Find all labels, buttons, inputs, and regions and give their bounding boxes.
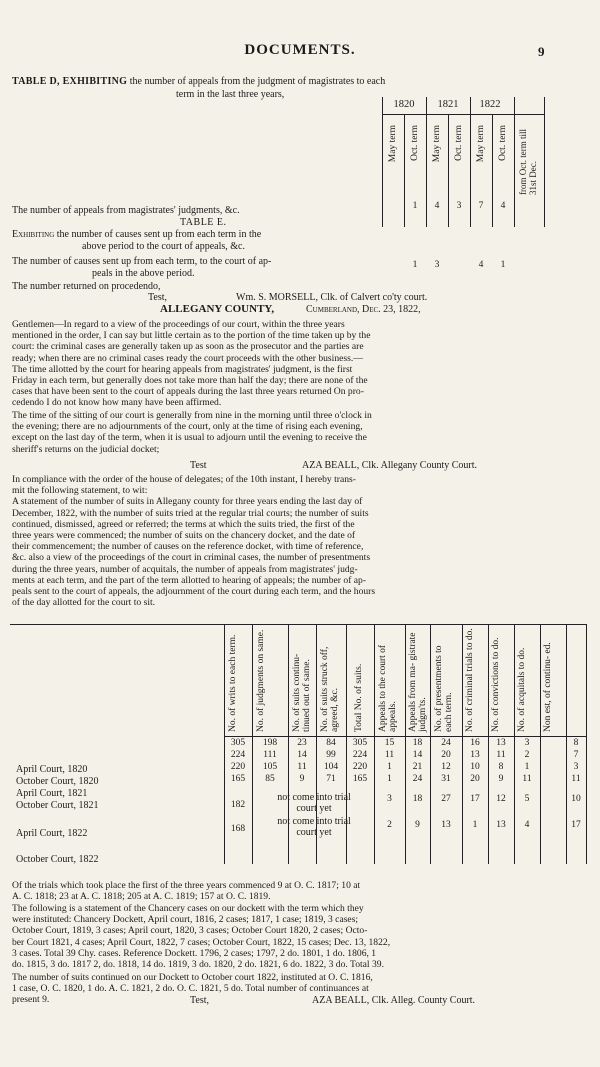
cell: 18	[412, 738, 423, 748]
compliance-line: of the day allotted for the court to sit.	[12, 597, 156, 609]
trials-line: A. C. 1818; 23 at A. C. 1818; 205 at A. C. 1819; 157 at O. C. 1819.	[12, 891, 271, 903]
row-court-label: April Court, 1820	[16, 764, 88, 775]
year-1820: 1820	[393, 99, 415, 110]
page-number: 9	[538, 44, 545, 59]
hdr-judgments: No. of judgments on same.	[256, 629, 266, 732]
cell: 14	[297, 750, 307, 760]
trials-line: Of the trials which took place the first of the three years commenced 9 at O. C. 1817; 10 at	[12, 880, 361, 891]
cell: 20	[470, 774, 480, 784]
cell: 224	[230, 750, 246, 760]
cell: 305	[230, 738, 246, 748]
compliance-paragraph	[12, 474, 586, 608]
e-val-4: 4	[478, 260, 484, 270]
letter-paragraph-2	[12, 410, 586, 455]
compliance-line: their commencement; the number of causes on the reference docket, with time of reference,	[12, 541, 364, 553]
compliance-line: December, 1822, with the number of suits tried at the regular trial courts; the number of suits	[12, 507, 369, 519]
cell: 23	[297, 738, 307, 748]
cell: 9	[299, 774, 305, 784]
cell: 12	[496, 794, 506, 804]
cell: 7	[573, 750, 579, 760]
letter-p1-line: The time allotted by the court for hearing appeals from magistrates' judgment, is the first	[12, 363, 353, 375]
letter-p2-line: sheriff's returns on the judicial docket;	[12, 443, 160, 455]
col-oct-1820: Oct. term	[410, 125, 420, 161]
cell: 31	[441, 774, 451, 784]
table-d-title-bold: TABLE D, EXHIBITING	[12, 76, 128, 87]
cell: 99	[326, 750, 336, 760]
compliance-line: continued, dismissed, agreed or referred; the terms at which the suits tried, the first of the	[12, 518, 355, 530]
cell: 305	[352, 738, 368, 748]
cell: 9	[415, 820, 420, 830]
letter-p1-line: Gentlemen—In regard to a view of the proceedings of our court, within the three years	[12, 319, 345, 330]
col-may-1821: May term	[432, 125, 442, 163]
d-val-5: 4	[500, 201, 506, 211]
cell: 3	[573, 762, 579, 772]
compliance-line: A statement of the number of suits in Allegany county for three years ending the last day of	[12, 496, 363, 508]
trials-paragraph	[12, 880, 588, 902]
cell: 11	[297, 762, 307, 772]
cell: 3	[524, 738, 530, 748]
cell: 71	[326, 774, 336, 784]
cell: 13	[441, 820, 451, 830]
cell: 16	[470, 738, 480, 748]
cell: 9	[498, 774, 504, 784]
table-e-exhibiting-bold: Exhibiting	[12, 229, 55, 240]
d-val-1: 1	[412, 201, 418, 211]
cell: 165	[230, 774, 246, 784]
continued-line: 1 case, O. C. 1820, 1 do. A. C. 1821, 2 do. O. C. 1821, 5 do. Total number of continuances at	[12, 983, 369, 995]
row-note-line1: not come into trial	[277, 792, 351, 803]
col-may-1822: May term	[476, 125, 486, 163]
cell: 1	[387, 774, 392, 784]
cell: 27	[441, 794, 451, 804]
col-may-1820: May term	[388, 125, 398, 163]
row-court-label: October Court, 1821	[16, 800, 99, 811]
hdr-convictions: No. of convictions to do.	[491, 637, 501, 732]
cell: 11	[571, 774, 581, 784]
letter-p2-line: the evening; there are no adjournments of the court, only at the time of rising each evening,	[12, 421, 363, 433]
cell: 85	[265, 774, 275, 784]
row-court-label: October Court, 1822	[16, 854, 99, 865]
cell: 15	[384, 738, 395, 748]
cell: 2	[387, 820, 392, 830]
table-d-title	[12, 76, 385, 88]
col-oct-1822: Oct. term	[498, 125, 508, 161]
hdr-total: Total No. of suits.	[354, 663, 364, 732]
cell: 182	[230, 800, 246, 810]
cell: 2	[524, 750, 530, 760]
cell: 24	[441, 738, 451, 748]
cell: 11	[522, 774, 532, 784]
cell: 14	[412, 750, 423, 760]
letter-p1-line: cases that have been sent to the court of appeals during the last three years returned On pro-	[12, 386, 364, 398]
letter-p2-line: The time of the sitting of our court is generally from nine in the morning until three o'clock in	[12, 410, 372, 421]
cell: 220	[230, 762, 246, 772]
letter-p1-line: cedendo I do not know how many have been affirmed.	[12, 397, 222, 409]
table-e-row1-line2: peals in the above period.	[92, 268, 195, 279]
e-val-1: 1	[412, 260, 418, 270]
e-val-5: 1	[500, 260, 506, 270]
cell: 24	[412, 774, 423, 784]
cell: 17	[470, 794, 480, 804]
cell: 10	[571, 794, 581, 804]
table-d-grid	[378, 97, 550, 227]
compliance-line: In compliance with the order of the house of delegates; of the 10th instant, I hereby trans-	[12, 474, 356, 485]
cell: 11	[496, 750, 506, 760]
col-oct-dec-1822: from Oct. term till 31st Dec.	[518, 129, 538, 195]
d-val-3: 3	[456, 201, 462, 211]
page-header: DOCUMENTS.	[244, 42, 356, 58]
letter-p1-line: Friday in each term, but generally does not take more than half the day; there are none of the	[12, 375, 368, 387]
chancery-paragraph	[12, 903, 588, 970]
cell: 5	[524, 794, 530, 804]
letter-p1-line: court: the criminal cases are generally taken up as soon as the prosecutor and the parties are	[12, 341, 364, 353]
chancery-line: October Court, 1819, 3 cases; April court, 1820, 3 cases; October Court 1820, 2 cases; Octo-	[12, 925, 368, 937]
compliance-line: during the three years, number of acquitals, the number of appeals from magistrates' judg-	[12, 563, 358, 575]
table-e-title: TABLE E.	[180, 217, 227, 228]
cell: 11	[384, 750, 395, 760]
hdr-appeals-from-magistrates: Appeals from ma- gistrate judgm'ts.	[408, 632, 428, 732]
cell: 198	[262, 738, 278, 748]
sig3-test: Test,	[190, 995, 210, 1006]
row-note-line2: court yet	[296, 803, 332, 814]
continued-line: The number of suits continued on our Dockett to October court 1822, instituted at O. C. 1816,	[12, 972, 373, 983]
row-court-label: October Court, 1820	[16, 776, 99, 787]
row-note-line1: not come into trial	[277, 816, 351, 827]
sig1-name: Wm. S. MORSELL, Clk. of Calvert co'ty court.	[236, 292, 428, 303]
chancery-line: ber Court 1821, 4 cases; April Court, 1822, 7 cases; October Court, 1822, 15 cases; Dec. 13, 1822,	[12, 936, 391, 948]
compliance-line: three years were commenced; the number of suits on the chancery docket, and the date of	[12, 530, 356, 542]
hdr-writs: No. of writs to each term.	[228, 634, 238, 732]
cell: 84	[326, 738, 336, 748]
cell: 13	[496, 738, 506, 748]
cell: 220	[352, 762, 368, 772]
letter-p1-line: mentioned in the order, I can say but little certain as to the portion of the time taken up by the	[12, 330, 371, 342]
compliance-line: peals sent to the court of appeals, the adjournment of the court during each term, and the hours	[12, 586, 376, 598]
cell: 1	[387, 762, 392, 772]
sig1-test: Test,	[148, 292, 168, 303]
cell: 8	[498, 762, 504, 772]
chancery-line: were instituted: Chancery Dockett, April court, 1816, 2 cases; 1817, 1 case; 1819, 3 cases;	[12, 914, 359, 926]
hdr-non-est: Non est, of continu- ed.	[543, 642, 553, 732]
allegany-title: ALLEGANY COUNTY,	[160, 303, 275, 315]
chancery-line: The following is a statement of the Chancery cases on our dockett with the term which they	[12, 903, 364, 914]
table-d-row-label: The number of appeals from magistrates' judgments, &c.	[12, 205, 240, 216]
cell: 168	[230, 824, 246, 834]
chancery-line: 3 cases. Total 39 Chy. cases. Reference Dockett. 1796, 2 cases; 1797, 2 do. 1801, 1 do. 1806, 1	[12, 947, 377, 959]
row-note	[254, 792, 374, 814]
table-e-row1-line1: The number of causes sent up from each term, to the court of ap-	[12, 256, 272, 267]
table-e-exhibiting-2: above period to the court of appeals, &c.	[82, 241, 245, 252]
cell: 18	[412, 794, 423, 804]
letter-p1-line: ready; when there are no criminal cases ready the court proceeds with the other business.—	[12, 352, 363, 364]
table-e-values	[378, 260, 550, 276]
cell: 224	[352, 750, 368, 760]
cell: 21	[412, 762, 423, 772]
table-e-row2: The number returned on procedendo,	[12, 281, 161, 292]
e-val-2: 3	[434, 260, 440, 270]
continued-line: present 9.	[12, 994, 50, 1006]
sig2-test: Test	[190, 460, 207, 471]
cell: 8	[573, 738, 579, 748]
hdr-criminal-trials: No. of criminal trials to do.	[465, 628, 475, 732]
cell: 1	[524, 762, 530, 772]
cell: 111	[263, 750, 277, 760]
hdr-struck-off: No. of suits struck off, agreed, &c.	[320, 646, 340, 732]
cell: 13	[496, 820, 506, 830]
compliance-line: &c. also a view of the proceedings of the court in criminal cases, the number of presentments	[12, 552, 371, 564]
cell: 20	[441, 750, 451, 760]
cell: 1	[472, 820, 478, 830]
cell: 4	[524, 820, 530, 830]
row-note-line2: court yet	[296, 827, 332, 838]
col-oct-1821: Oct. term	[454, 125, 464, 161]
table-e-exhibiting-rest: the number of causes sent up from each term in the	[56, 229, 262, 240]
row-court-label: April Court, 1822	[16, 828, 88, 839]
sig3-name: AZA BEALL, Clk. Alleg. County Court.	[312, 995, 476, 1006]
compliance-line: mit the following statement, to wit:	[12, 485, 148, 497]
hdr-presentments: No. of presentments to each term.	[434, 645, 454, 732]
cell: 104	[323, 762, 339, 772]
continued-paragraph	[12, 972, 588, 1006]
year-1822: 1822	[479, 99, 501, 110]
chancery-line: do. 1815, 3 do. 1817 2, do. 1818, 14 do. 1819, 3 do. 1820, 2 do. 1821, 6 do. 1822, 3 do. Total 39.	[12, 959, 384, 971]
suits-table	[10, 624, 590, 864]
allegany-place-date: Cumberland, Dec. 23, 1822,	[306, 304, 421, 315]
cell: 13	[470, 750, 480, 760]
cell: 12	[441, 762, 451, 772]
hdr-appeals-to-court: Appeals to the court of appeals.	[378, 644, 398, 732]
row-note	[254, 816, 374, 838]
hdr-continued: No. of suits continu- tinued out of same.	[292, 653, 312, 732]
cell: 3	[387, 794, 392, 804]
row-court-label: April Court, 1821	[16, 788, 88, 799]
letter-paragraph-1	[12, 319, 586, 409]
cell: 17	[571, 820, 581, 830]
letter-p2-line: except on the last day of the term, when it is usual to adjourn until the evening to receive the	[12, 432, 367, 444]
year-1821: 1821	[437, 99, 459, 110]
sig2-name: AZA BEALL, Clk. Allegany County Court.	[302, 460, 477, 471]
cell: 105	[262, 762, 278, 772]
d-val-4: 7	[478, 201, 484, 211]
table-d-title-line2: term in the last three years,	[176, 89, 285, 100]
table-e-exhibiting	[12, 229, 261, 241]
hdr-acquitals: No. of acquitals to do.	[517, 647, 527, 732]
cell: 10	[470, 762, 480, 772]
cell: 165	[352, 774, 368, 784]
d-val-2: 4	[434, 201, 440, 211]
table-d-title-rest: the number of appeals from the judgment of magistrates to each	[129, 76, 386, 87]
compliance-line: ments at each term, and the part of the term allotted to hearing of appeals; the number of ap-	[12, 574, 367, 586]
